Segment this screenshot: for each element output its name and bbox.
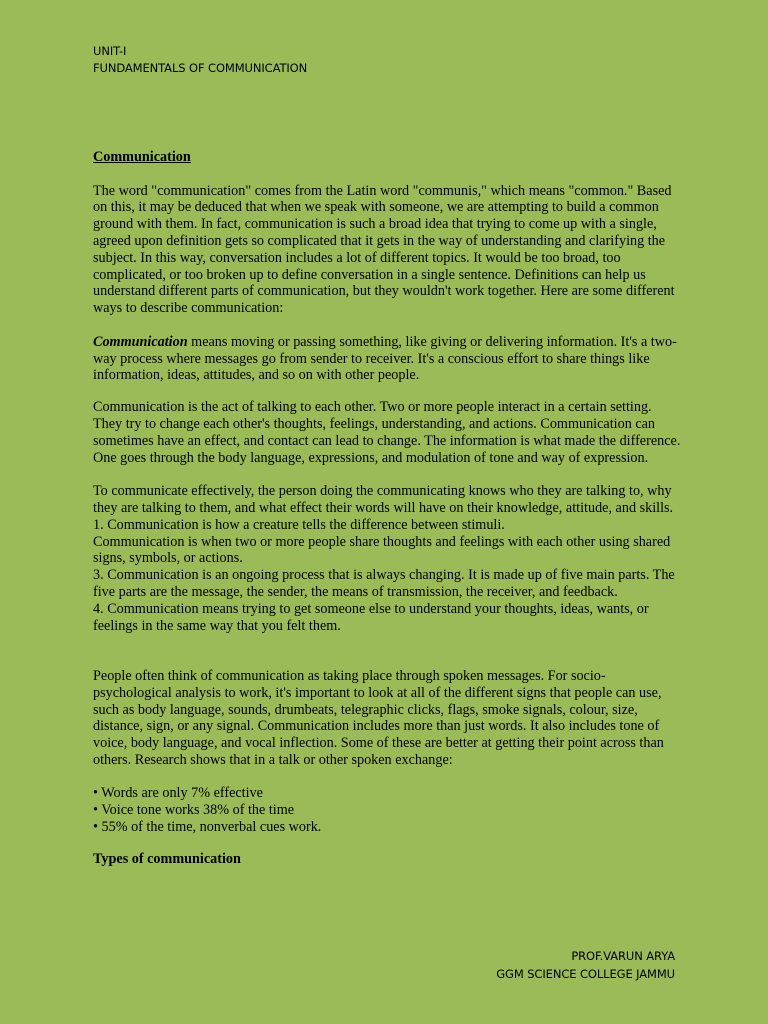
subject-title: FUNDAMENTALS OF COMMUNICATION <box>93 61 308 75</box>
list-item: 3. Communication is an ongoing process that is always changing. It is made up of five main parts. The five parts are the message, the sender, the means of transmission, the receiver, and feedback. <box>93 567 675 600</box>
definition-text: means moving or passing something, like giving or delivering information. It's a two-way process where messages go from sender to receiver. It's a conscious effort to share things like information, ideas, attitudes, and so on with other people. <box>93 333 677 384</box>
bullet-item: • Words are only 7% effective <box>93 785 263 802</box>
bullet-item: • Voice tone works 38% of the time <box>93 802 295 819</box>
bullet-item: • 55% of the time, nonverbal cues work. <box>93 819 322 836</box>
section-heading-communication: Communication <box>93 149 191 165</box>
definition-term: Communication <box>93 333 188 350</box>
list-item: 4. Communication means trying to get someone else to understand your thoughts, ideas, wants, or feelings in the same way that you felt them. <box>93 600 649 634</box>
definition-paragraph <box>93 334 683 384</box>
list-item: Communication is when two or more people share thoughts and feelings with each other using shared signs, symbols, or actions. <box>93 533 671 567</box>
page-header <box>93 43 307 77</box>
list-item: 1. Communication is how a creature tells the difference between stimuli. <box>93 516 505 533</box>
effective-communication-paragraph: To communicate effectively, the person doing the communicating knows who they are talking to, why they are talking to them, and what effect their words will have on their knowledge, attitude, and skills. <box>93 483 674 516</box>
section-heading-types: Types of communication <box>93 850 241 867</box>
intro-paragraph: The word "communication" comes from the Latin word "communis," which means "common." Based on this, it may be deduced that when we speak with someone, we are attempting to build a common ground with them. In fact, communication is such a broad idea that trying to come up with a single, agreed upon definition gets so complicated that it gets in the way of understanding and clarifying the subject. In this way, conversation includes a lot of different topics. It would be too broad, too complicated, or too broken up to define conversation in a single sentence. Definitions can help us understand different parts of communication, but they wouldn't work together. Here are some different ways to describe communication: <box>93 182 675 317</box>
interaction-paragraph: Communication is the act of talking to each other. Two or more people interact in a certain setting. They try to change each other's thoughts, feelings, understanding, and actions. Communication can sometimes have an effect, and contact can lead to change. The information is what made the difference. One goes through the body language, expressions, and modulation of tone and way of expression. <box>93 399 681 466</box>
document-body <box>93 149 683 868</box>
author-name: PROF.VARUN ARYA <box>571 949 675 963</box>
institution-name: GGM SCIENCE COLLEGE JAMMU <box>496 967 675 981</box>
page-footer <box>496 947 675 983</box>
signs-paragraph: People often think of communication as taking place through spoken messages. For socio-psychological analysis to work, it's important to look at all of the different signs that people can use, such as body language, sounds, drumbeats, telegraphic clicks, flags, smoke signals, colour, size, distance, sign, or any signal. Communication includes more than just words. It also includes tone of voice, body language, and vocal inflection. Some of these are better at getting their point across than others. Research shows that in a talk or other spoken exchange: <box>93 667 664 768</box>
unit-label: UNIT-I <box>93 44 127 58</box>
